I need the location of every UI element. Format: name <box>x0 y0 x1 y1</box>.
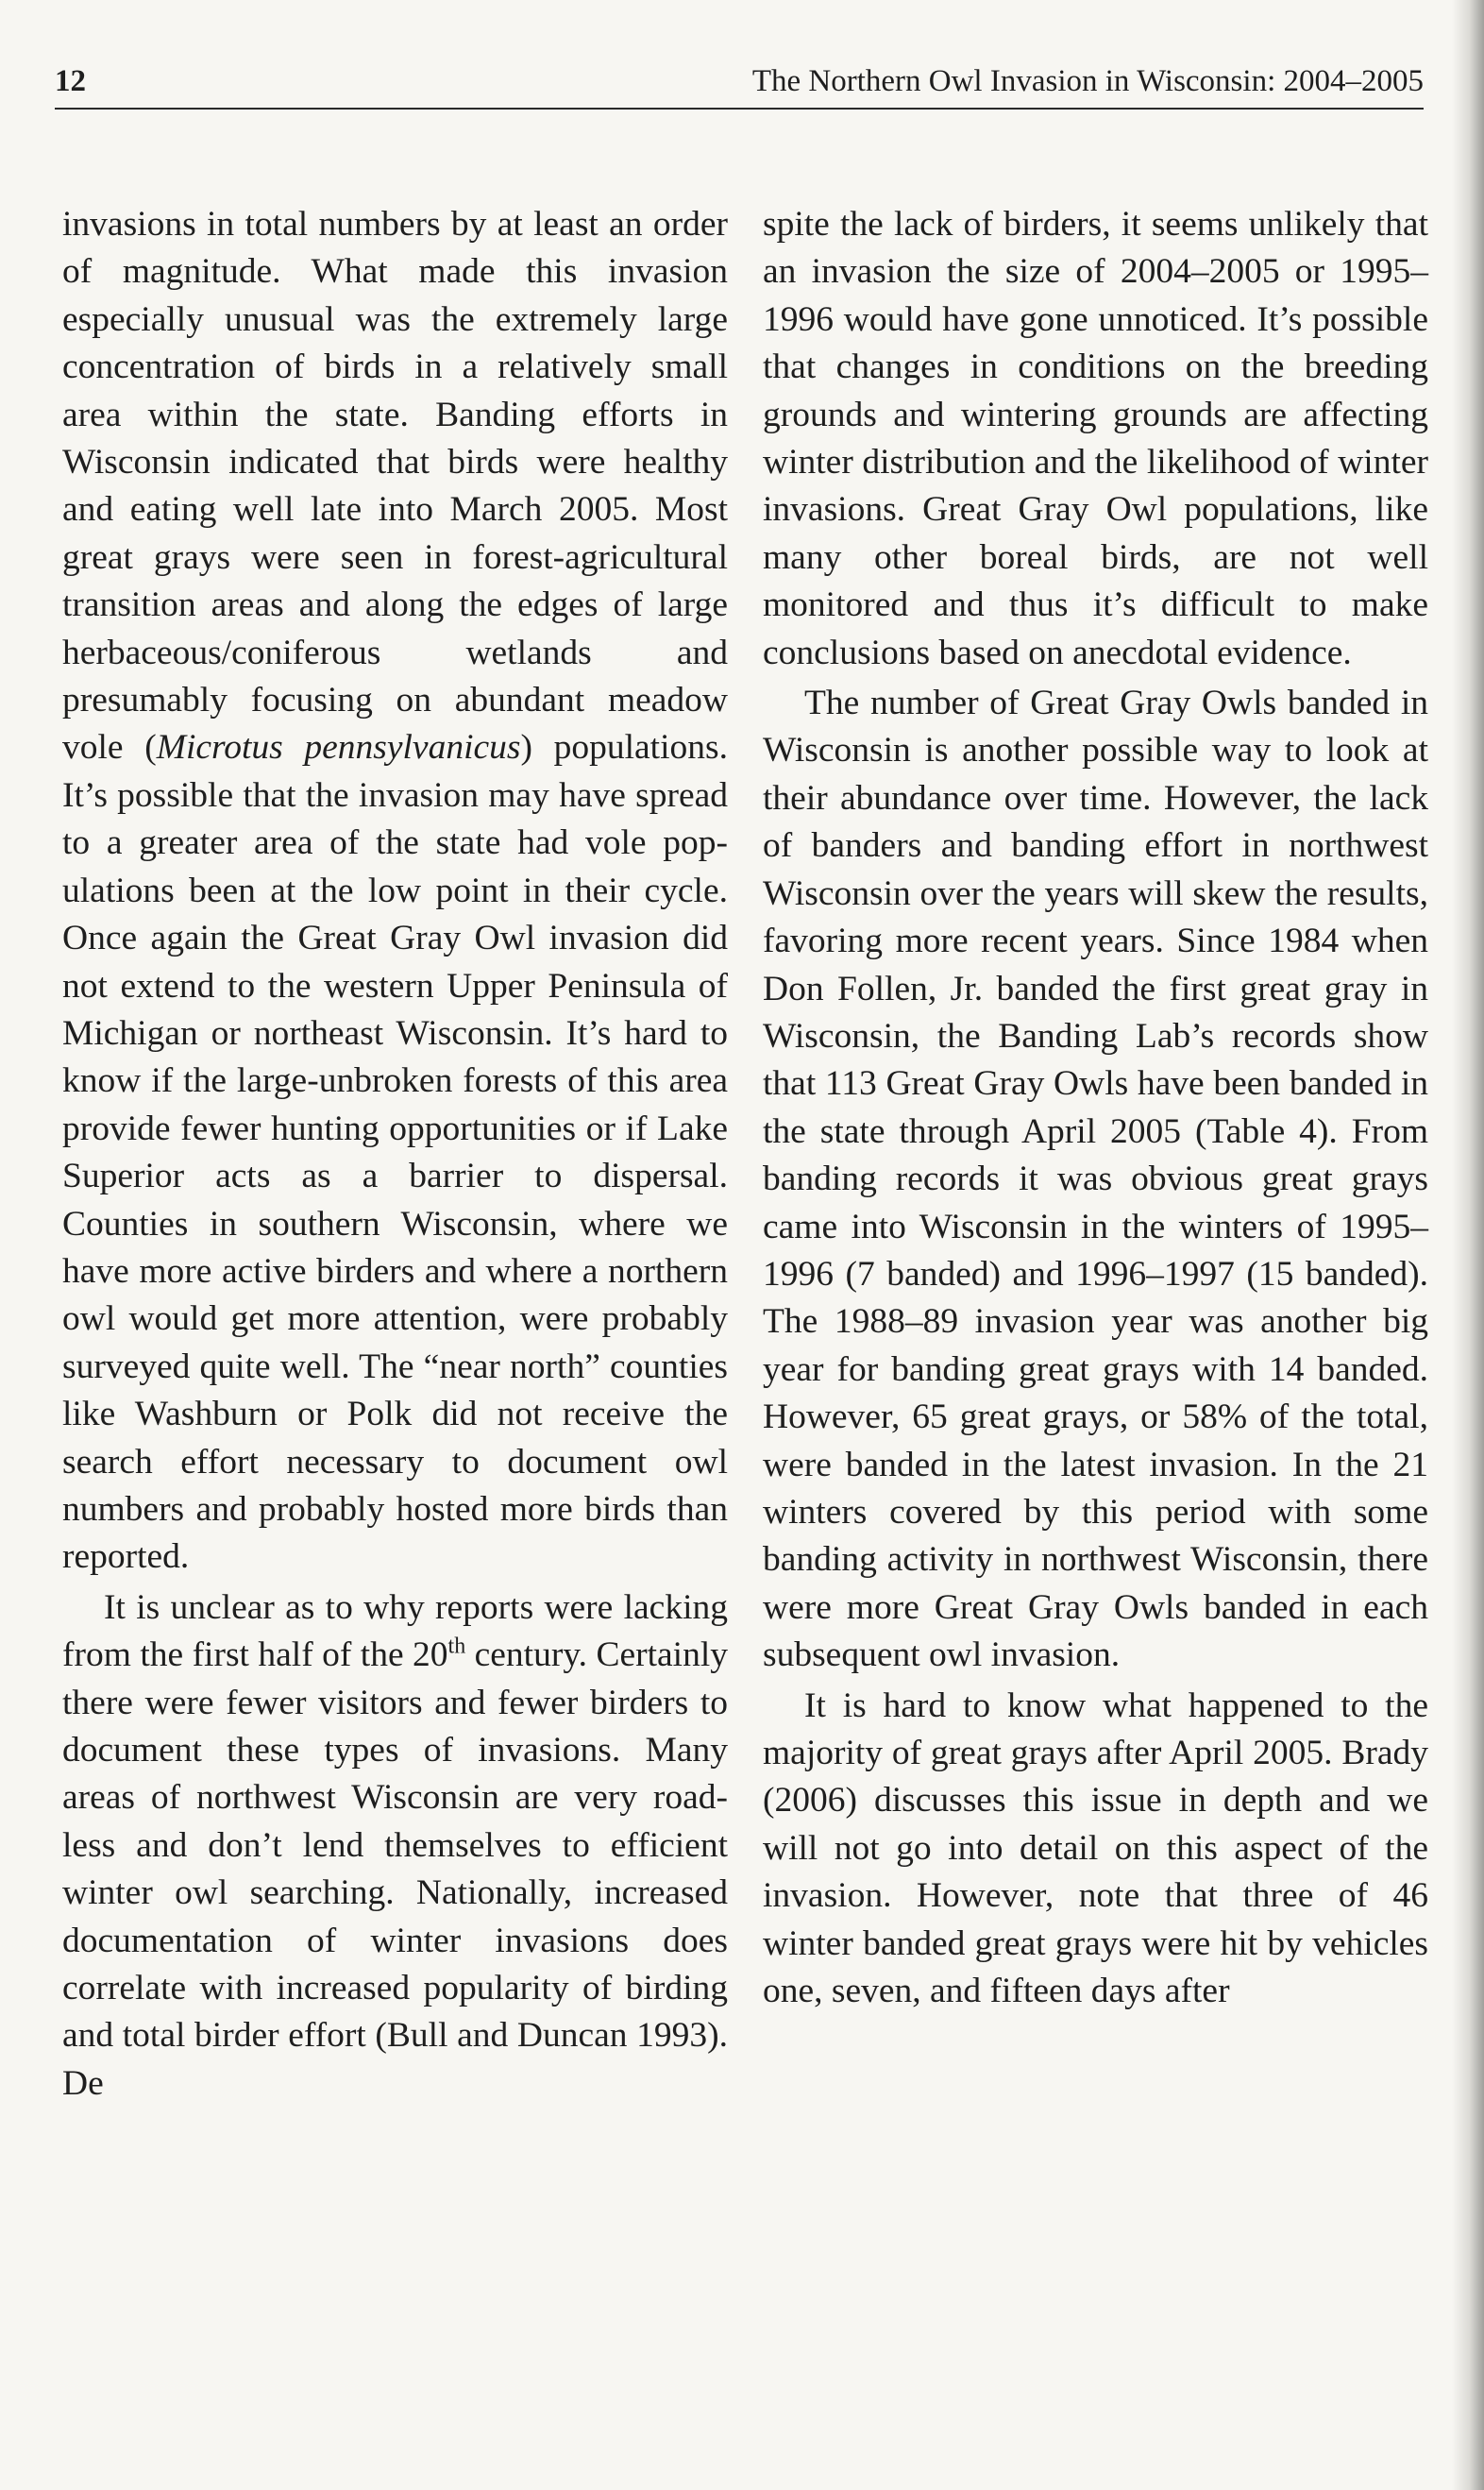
paragraph: The number of Great Gray Owls banded in Wisconsin is another possible way to look at their abundance over time. However, the lack of banders and banding effort in northwest Wisconsin over the years will skew the results, favoring more recent years. Since 1984 when Don Follen, Jr. banded the first great gray in Wisconsin, the Banding Lab’s records show that 113 Great Gray Owls have been banded in the state through April 2005 (Table 4). From banding records it was obvious great grays came into Wisconsin in the winters of 1995–1996 (7 banded) and 1996–1997 (15 banded). The 1988–89 invasion year was another big year for banding great grays with 14 banded. However, 65 great grays, or 58% of the total, were banded in the latest invasion. In the 21 winters covered by this period with some banding activity in northwest Wisconsin, there were more Great Gray Owls banded in each subsequent owl invasion. <box>763 684 1428 1675</box>
paragraph: It is unclear as to why reports were lacking from the first half of the 20th century. Certainly there were fewer visitors and fewer birders to document these types of invasions. Many areas of northwest Wisconsin are very road-less and don’t lend themselves to efficient winter owl searching. Nationally, increased documentation of winter invasions does correlate with increased popularity of birding and total birder effort (Bull and Duncan 1993). De <box>62 1587 729 2103</box>
paragraph: invasions in total numbers by at least an order of magnitude. What made this invasion especially unusual was the extremely large concentration of birds in a relatively small area within the state. Banding efforts in Wisconsin indicated that birds were healthy and eating well late into March 2005. Most great grays were seen in forest-agricultural transition areas and along the edges of large herbaceous/coniferous wetlands and presumably focusing on abundant meadow vole (Microtus pennsylvanicus) populations. It’s possible that the invasion may have spread to a greater area of the state had vole populations been at the low point in their cycle. Once again the Great Gray Owl invasion did not extend to the western Upper Peninsula of Michigan or northeast Wisconsin. It’s hard to know if the large-unbroken forests of this area provide fewer hunting opportunities or if Lake Superior acts as a barrier to dispersal. Counties in southern Wisconsin, where we have more active birders and where a northern owl would get more attention, were probably surveyed quite well. The “near north” counties like Washburn or Polk did not receive the search effort necessary to document owl numbers and probably hosted more birds than reported. <box>62 205 728 1577</box>
paragraph: It is hard to know what happened to the majority of great grays after April 2005. Brady (2006) discusses this issue in depth and we will not go into detail on this aspect of the invasion. However, note that three of 46 winter banded great grays were hit by vehicles one, seven, and fifteen days after <box>763 1685 1428 2011</box>
page-header <box>55 51 1424 110</box>
page-number: 12 <box>55 64 86 98</box>
running-title: The Northern Owl Invasion in Wisconsin: 2004–2005 <box>751 64 1424 98</box>
species-name: Microtus pennsylvanicus <box>156 728 521 768</box>
paragraph: spite the lack of birders, it seems unlikely that an invasion the size of 2004–2005 or 1995–1996 would have gone unnoticed. It’s possible that changes in conditions on the breeding grounds and wintering grounds are affecting winter distribution and the likelihood of winter invasions. Great Gray Owl populations, like many other boreal birds, are not well monitored and thus it’s difficult to make conclusions based on anecdotal evidence. <box>763 205 1428 672</box>
right-column <box>763 201 1428 2015</box>
left-column <box>62 201 728 2108</box>
page-edge-shadow <box>1452 0 1484 2490</box>
ordinal-suffix: th <box>447 1634 466 1659</box>
